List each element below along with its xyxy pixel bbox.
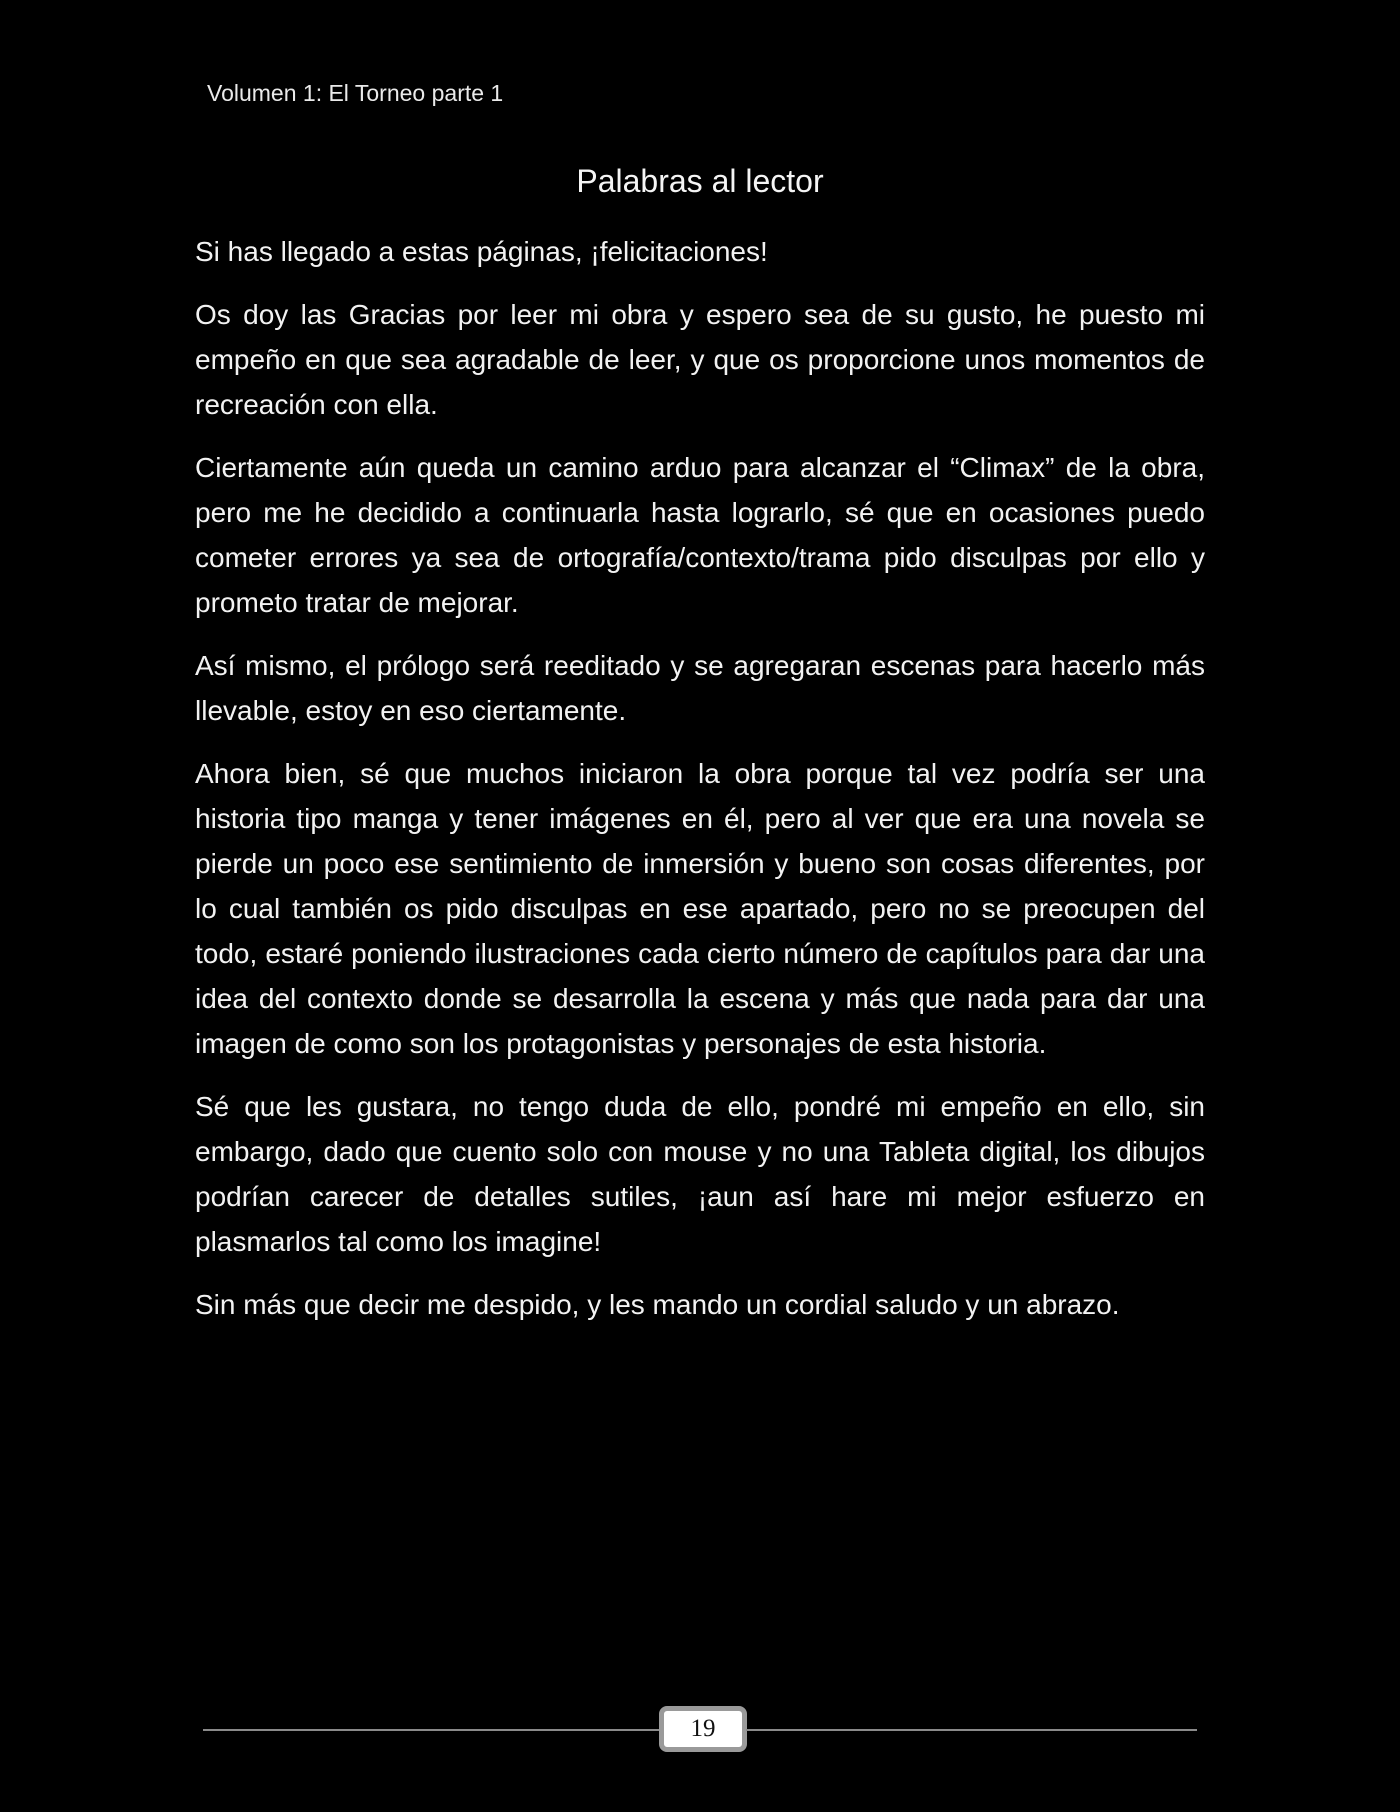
paragraph-7: Sin más que decir me despido, y les mando un cordial saludo y un abrazo. <box>195 1289 1120 1320</box>
chapter-title: Palabras al lector <box>576 163 824 199</box>
paragraph-1: Si has llegado a estas páginas, ¡felicitaciones! <box>195 236 768 267</box>
footer-rule-left <box>203 1729 661 1731</box>
paragraph-3: Ciertamente aún queda un camino arduo para alcanzar el “Climax” de la obra, pero me he decidido a continuarla hasta lograrlo, sé que en ocasiones puedo cometer errores ya sea de ortografía/contexto/trama pido disculpas por ello y prometo tratar de mejorar. <box>195 452 1205 618</box>
paragraph-4: Así mismo, el prólogo será reeditado y se agregaran escenas para hacerlo más llevable, estoy en eso ciertamente. <box>195 650 1205 726</box>
chapter-body <box>195 229 1205 1345</box>
paragraph-2: Os doy las Gracias por leer mi obra y espero sea de su gusto, he puesto mi empeño en que sea agradable de leer, y que os proporcione unos momentos de recreación con ella. <box>195 299 1205 420</box>
paragraph-5: Ahora bien, sé que muchos iniciaron la obra porque tal vez podría ser una historia tipo manga y tener imágenes en él, pero al ver que era una novela se pierde un poco ese sentimiento de inmersión y bueno son cosas diferentes, por lo cual también os pido disculpas en ese apartado, pero no se preocupen del todo, estaré poniendo ilustraciones cada cierto número de capítulos para dar una idea del contexto donde se desarrolla la escena y más que nada para dar una imagen de como son los protagonistas y personajes de esta historia. <box>195 758 1205 1059</box>
footer-rule-right <box>746 1729 1197 1731</box>
running-header: Volumen 1: El Torneo parte 1 <box>207 80 504 106</box>
page-number-badge: 19 <box>659 1706 747 1752</box>
paragraph-6: Sé que les gustara, no tengo duda de ello, pondré mi empeño en ello, sin embargo, dado que cuento solo con mouse y no una Tableta digital, los dibujos podrían carecer de detalles sutiles, ¡aun así hare mi mejor esfuerzo en plasmarlos tal como los imagine! <box>195 1091 1205 1257</box>
